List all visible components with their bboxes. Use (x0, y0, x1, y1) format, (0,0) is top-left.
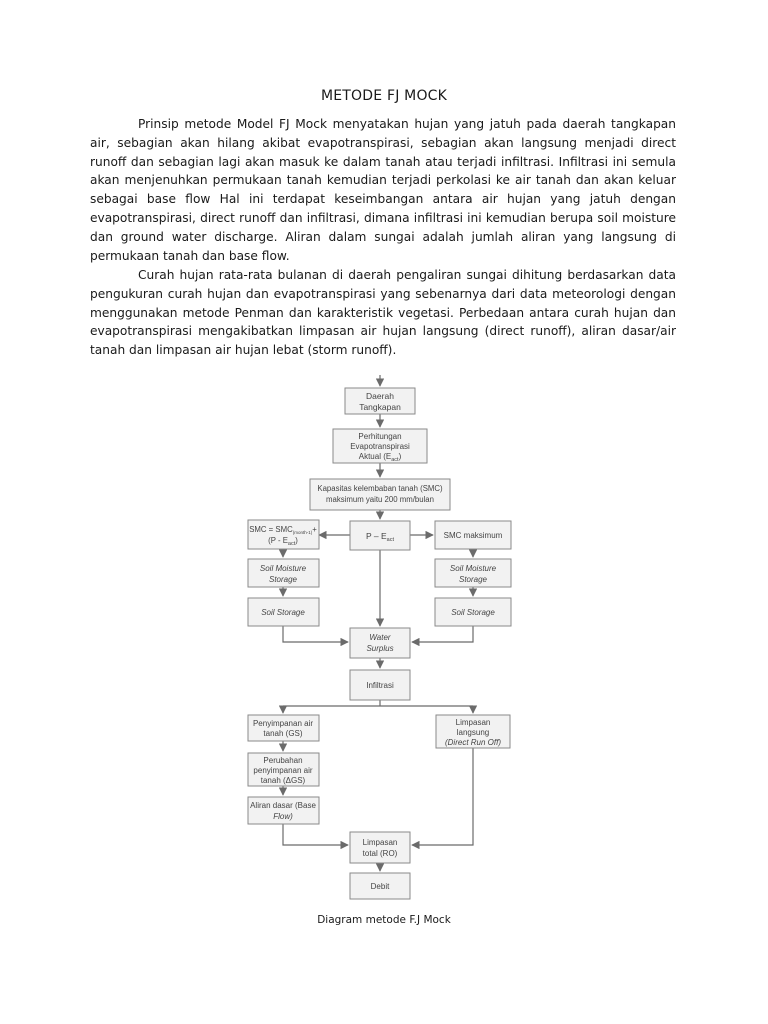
node-limpasan-langsung-line3: (Direct Run Off) (444, 738, 502, 747)
node-soil-moisture-left (248, 559, 319, 587)
node-kapasitas-smc (310, 479, 450, 510)
node-limpasan-total (350, 832, 410, 863)
node-penyimpanan-line2: tanah (GS) (263, 729, 303, 738)
node-perhitungan-line1: Perhitungan (358, 432, 402, 441)
node-smc-line2: $(P - E_{act})$ (268, 536, 298, 547)
node-soil-storage-left-label: Soil Storage (261, 608, 305, 617)
node-penyimpanan-line1: Penyimpanan air (252, 719, 314, 728)
node-perhitungan-line2: Evapotranspirasi (350, 442, 410, 451)
node-soil-storage-left (248, 598, 319, 626)
node-daerah-line2: Tangkapan (359, 402, 401, 412)
node-debit (350, 873, 410, 899)
node-limpasan-langsung (436, 715, 510, 748)
diagram-caption: Diagram metode F.J Mock (317, 914, 451, 926)
node-soil-moisture-right (435, 559, 511, 587)
document-title: METODE FJ MOCK (320, 88, 448, 104)
node-perubahan-line1: Perubahan (263, 756, 303, 765)
node-debit-label: Debit (370, 882, 390, 891)
node-water-surplus-line1: Water (369, 633, 391, 642)
node-soil-storage-right (435, 598, 511, 626)
node-limpasan-langsung-line1: Limpasan (455, 718, 491, 727)
node-aliran-dasar-line1: Aliran dasar (Base (250, 801, 316, 810)
node-smc-maksimum-label: SMC maksimum (443, 531, 503, 540)
node-smc-formula (248, 520, 319, 549)
node-perhitungan-evapotranspirasi (333, 429, 427, 463)
node-limpasan-total-line1: Limpasan (362, 838, 398, 847)
node-daerah-tangkapan (345, 388, 415, 414)
node-aliran-dasar-line2: Flow) (273, 812, 293, 821)
node-smc-maksimum (435, 521, 511, 549)
node-perhitungan-line3: Aktual $(E_{act})$ (358, 452, 402, 463)
node-smc-line1: SMC = $SMC_{(month-1)}+$ (249, 525, 317, 535)
node-aliran-dasar (248, 797, 319, 824)
node-limpasan-total-line2: total (RO) (362, 849, 398, 858)
node-water-surplus (350, 628, 410, 658)
node-kapasitas-line2: maksimum yaitu 200 mm/bulan (326, 495, 434, 504)
node-soil-moisture-right-line2: Storage (458, 575, 488, 584)
node-soil-moisture-right-line1: Soil Moisture (449, 564, 497, 573)
node-infiltrasi (350, 670, 410, 700)
node-kapasitas-line1: Kapasitas kelembaban tanah (SMC) (317, 484, 443, 493)
node-p-minus-e (350, 521, 410, 550)
node-perubahan-penyimpanan (248, 753, 319, 786)
node-soil-moisture-left-line1: Soil Moisture (259, 564, 307, 573)
paragraph-2: Curah hujan rata-rata bulanan di daerah pengaliran sungai dihitung berdasarkan data pengukuran curah hujan dan evapotranspirasi yang sebenarnya dari data meteorologi dengan menggunakan metode Penman dan karakteristik vegetasi. Perbedaan antara curah hujan dan evapotranspirasi mengakibatkan limpasan air hujan langsung (direct runoff), aliran dasar/air tanah dan limpasan air hujan lebat (storm runoff). (90, 268, 676, 358)
node-penyimpanan-air-tanah (248, 715, 319, 741)
node-limpasan-langsung-line2: langsung (456, 728, 490, 737)
paragraph-1: Prinsip metode Model FJ Mock menyatakan hujan yang jatuh pada daerah tangkapan air, sebagian akan hilang akibat evapotranspirasi, sebagian akan langsung menjadi direct runoff dan sebagian lagi akan masuk ke dalam tanah atau terjadi infiltrasi. Infiltrasi ini semula akan menjenuhkan permukaan tanah kemudian terjadi perkolasi ke air tanah dan akan keluar sebagai base flow Hal ini terdapat keseimbangan antara air hujan yang jatuh dengan evapotranspirasi, direct runoff dan infiltrasi, dimana infiltrasi ini kemudian berupa soil moisture dan ground water discharge. Aliran dalam sungai adalah jumlah aliran yang langsung di permukaan tanah dan base flow. (90, 117, 676, 263)
node-p-minus-e-label: P – $E_{act}$ (366, 531, 394, 543)
node-soil-storage-right-label: Soil Storage (451, 608, 495, 617)
node-water-surplus-line2: Surplus (366, 644, 394, 653)
node-infiltrasi-label: Infiltrasi (366, 681, 394, 690)
node-soil-moisture-left-line2: Storage (268, 575, 298, 584)
node-daerah-line1: Daerah (366, 391, 394, 401)
node-perubahan-line2: penyimpanan air (253, 766, 313, 775)
node-perubahan-line3: tanah (ΔGS) (260, 776, 306, 785)
